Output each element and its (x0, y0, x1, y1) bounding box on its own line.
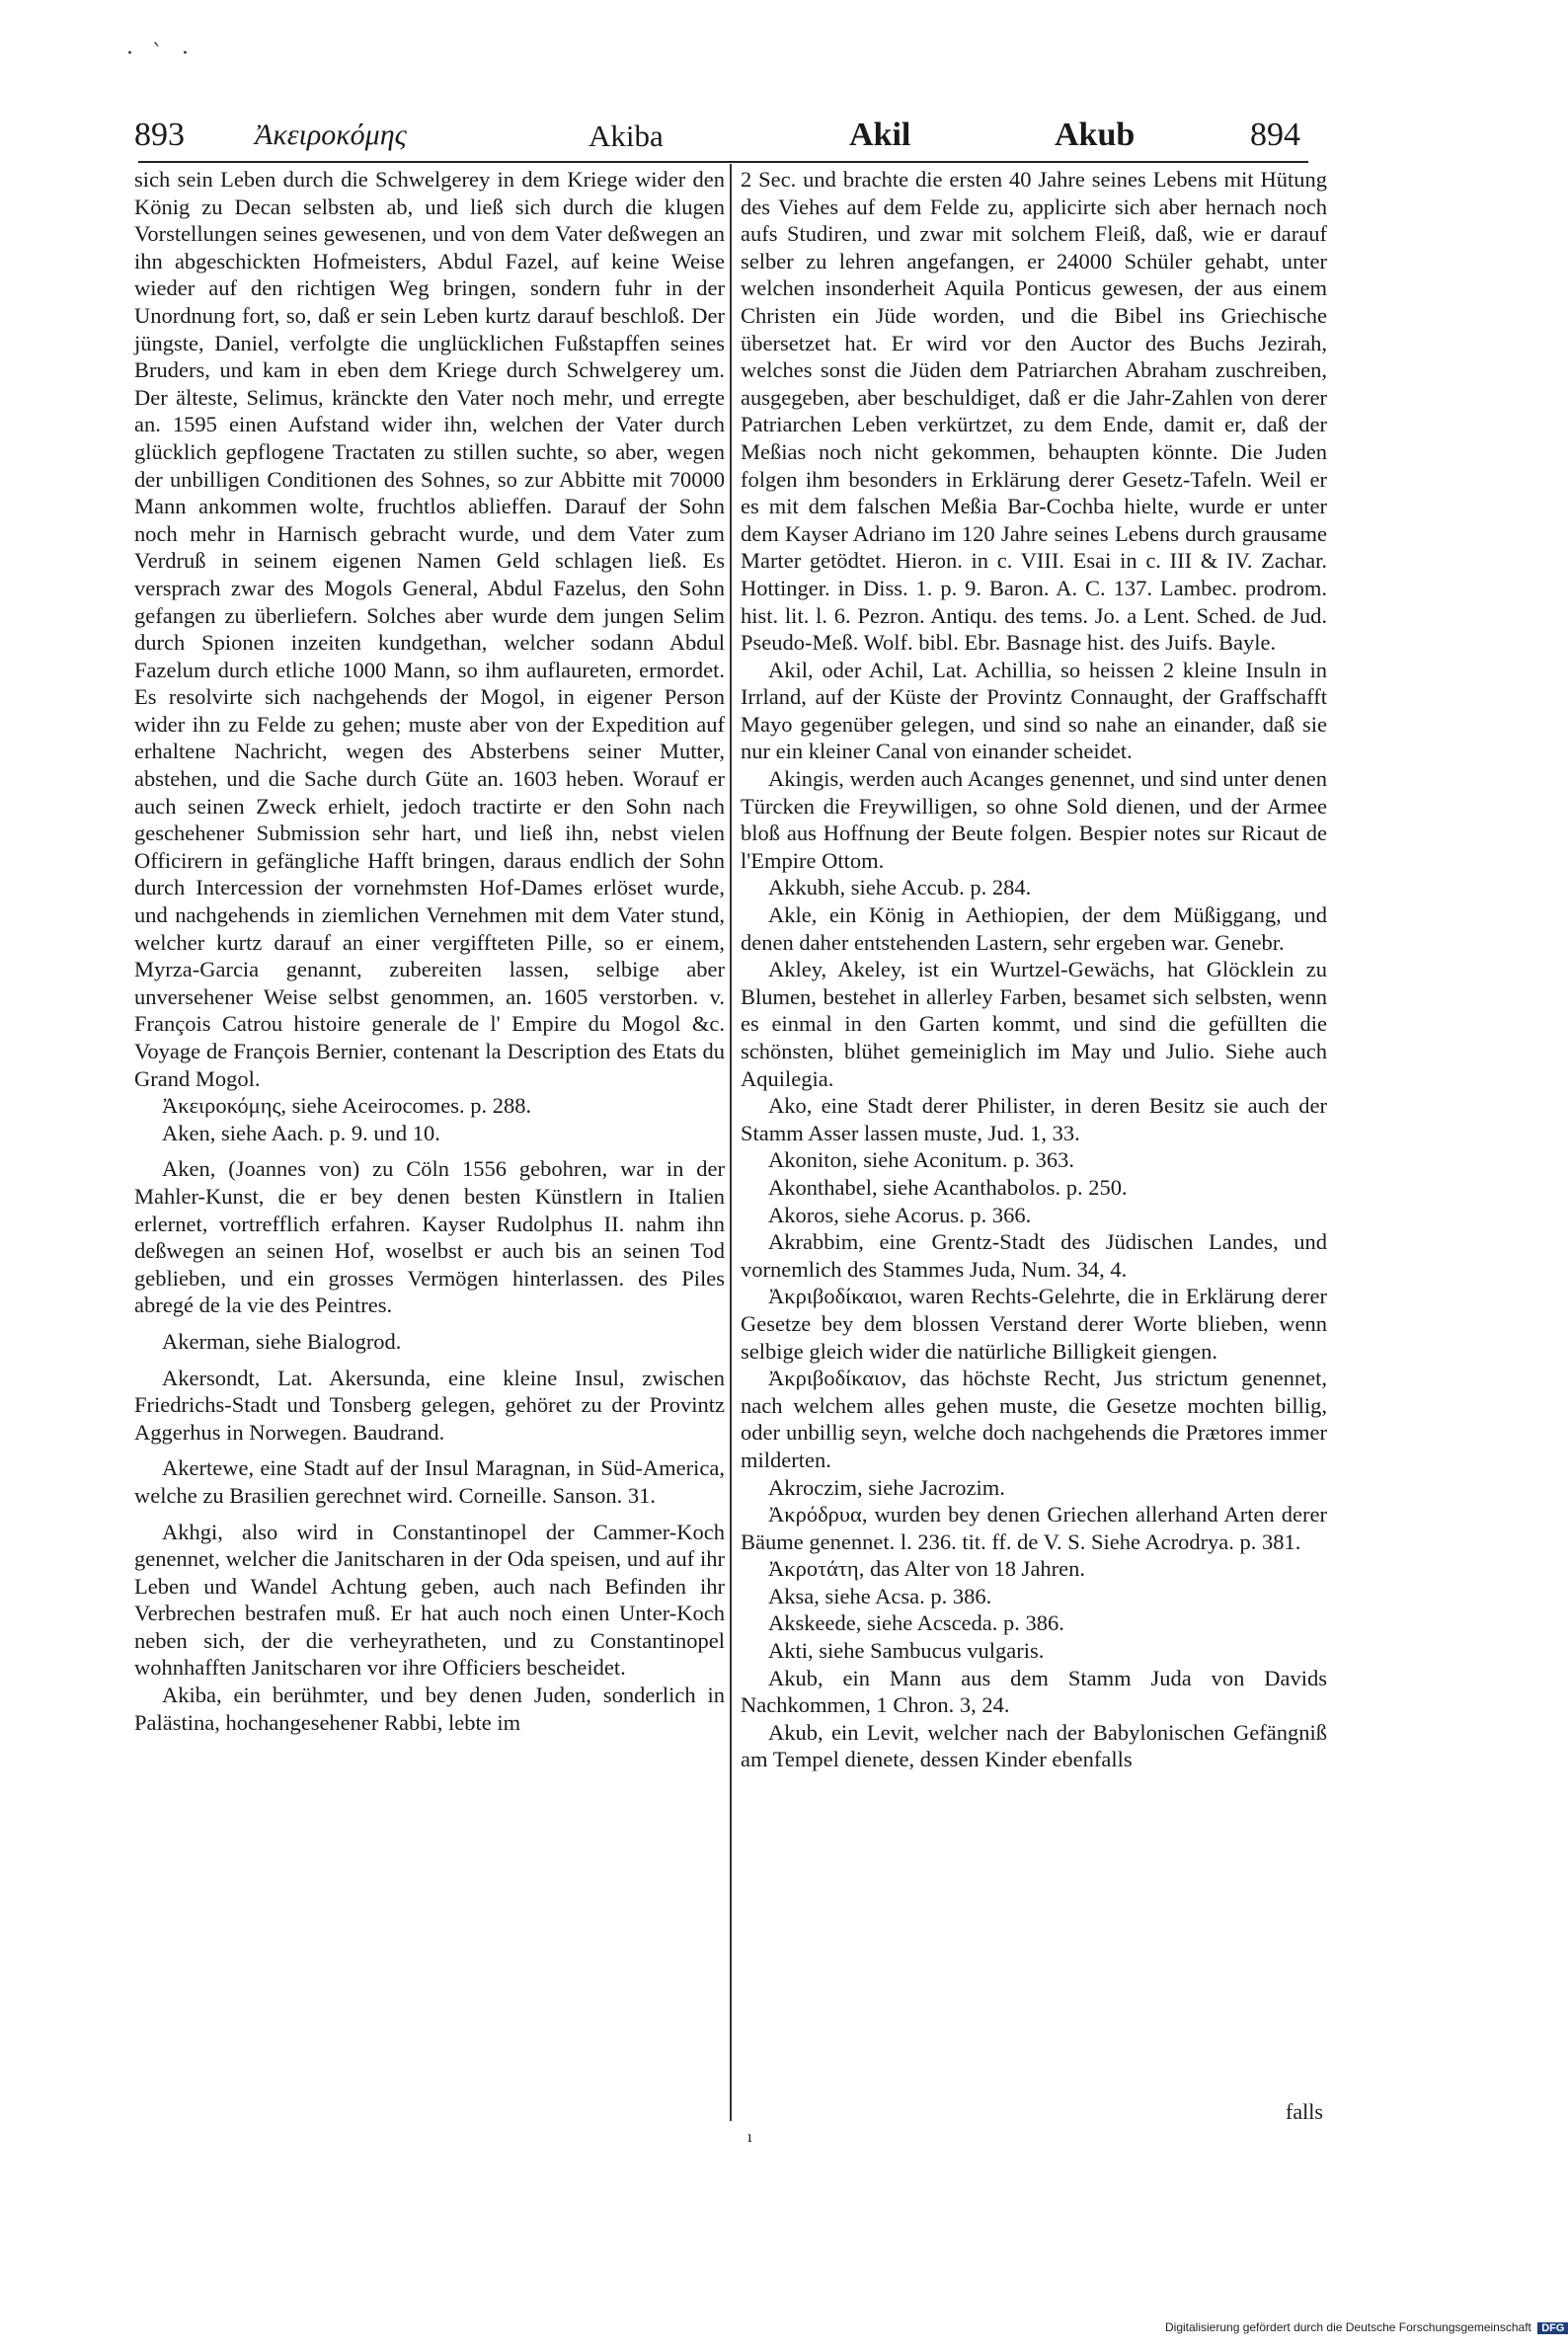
scan-marks: · ˋ · (126, 41, 195, 66)
right-column-entry: Akrabbim, eine Grentz-Stadt des Jüdischen Landes, und vornemlich des Stammes Juda, Num. 34, 4. (741, 1229, 1327, 1282)
right-column-entry: Akle, ein König in Aethiopien, der dem Müßiggang, und denen daher entstehenden Lastern, sehr ergeben war. Genebr. (741, 902, 1327, 955)
left-column-entry: sich sein Leben durch die Schwelgerey in dem Kriege wider den König zu Decan selbsten ab, und ließ sich durch die klugen Vorstellungen seines gewesenen, und von dem Vater deßwegen an ihn abgeschickten Hofmeisters, Abdul Fazel, auf keine Weise wieder auf den richtigen Weg bringen, sondern fuhr in der Unordnung fort, so, daß er sein Leben kurtz darauf beschloß. Der jüngste, Daniel, verfolgte die unglücklichen Fußstapffen seines Bruders, und kam in eben dem Kriege durch Schwelgerey um. Der älteste, Selimus, kränckte den Vater noch mehr, und erregte an. 1595 einen Aufstand wider ihn, welchen der Vater durch glücklich gepflogene Tractaten zu stillen suchte, so aber, wegen der unbilligen Conditionen des Sohnes, so zur Abbitte mit 70000 Mann ankommen wolte, fruchtlos ablieffen. Darauf der Sohn noch mehr in Harnisch gebracht wurde, und dem Vater zum Verdruß in seinem eigenen Namen Geld schlagen ließ. Es versprach zwar des Mogols General, Abdul Fazelus, den Sohn gefangen zu überliefern. Solches aber wurde dem jungen Selim durch Spionen inzeiten kundgethan, welcher sodann Abdul Fazelum durch etliche 1000 Mann, so ihm auflaureten, ermordet. Es resolvirte sich nachgehends der Mogol, in eigener Person wider ihn zu Felde zu gehen; muste aber von der Expedition auf erhaltene Nachricht, wegen des Absterbens seiner Mutter, abstehen, und die Sache durch Güte an. 1603 heben. Worauf er auch seinen Zweck erhielt, jedoch tractirte er den Sohn nach geschehener Submission sehr hart, und ließ ihn, nebst vielen Officirern in gefängliche Hafft bringen, daraus endlich der Sohn durch Intercession der vornehmsten Hof-Dames erlöset wurde, und nachgehends in ziemlichen Vernehmen mit dem Vater stund, welcher kurtz darauf an einer vergiffteten Pille, so er einem, Myrza-Garcia genannt, zubereiten lassen, selbige aber unversehener Weise selbst genommen, an. 1605 verstorben. v. François Catrou histoire generale de l' Empire du Mogol &c. Voyage de François Bernier, contenant la Description des Etats du Grand Mogol. (134, 167, 725, 1091)
dfg-logo: DFG (1537, 2322, 1568, 2334)
column-divider (730, 164, 732, 2121)
left-column-entry: Akersondt, Lat. Akersunda, eine kleine Insul, zwischen Friedrichs-Stadt und Tonsberg gelegen, gehöret zu der Provintz Aggerhus in Norwegen. Baudrand. (134, 1365, 725, 1445)
right-column-entry: Akley, Akeley, ist ein Wurtzel-Gewächs, hat Glöcklein zu Blumen, bestehet in allerley Farben, besamet sich selbsten, wenn es einmal in den Garten kommt, und sind die gefüllten die schönsten, blühet gemeiniglich im May und Julio. Siehe auch Aquilegia. (741, 957, 1327, 1091)
left-column-entry: Akerman, siehe Bialogrod. (162, 1328, 402, 1354)
bottom-mark: ı (747, 2130, 752, 2146)
page-number-right: 894 (1250, 117, 1300, 153)
header-word-middle: Akil (849, 117, 911, 153)
header-word-left: Akiba (588, 118, 664, 153)
entry-spacer (134, 1510, 725, 1519)
catchword: falls (1286, 2099, 1323, 2124)
entry-spacer (134, 1146, 725, 1155)
digitization-stamp (1165, 2320, 1568, 2334)
right-column-entry: Ako, eine Stadt derer Philister, in deren Besitz sie auch der Stamm Asser lassen muste, Jud. 1, 33. (741, 1093, 1327, 1145)
left-column-entry: Ἀκειροκόμης, siehe Aceirocomes. p. 288. (162, 1093, 532, 1119)
right-column-entry: Akingis, werden auch Acanges genennet, und sind unter denen Türcken die Freywilligen, so ohne Sold dienen, und der Armee bloß aus Hoffnung der Beute folgen. Bespier notes sur Ricaut de l'Empire Ottom. (741, 766, 1327, 873)
entry-spacer (134, 1356, 725, 1365)
right-column-entry: 2 Sec. und brachte die ersten 40 Jahre seines Lebens mit Hütung des Viehes auf dem Felde zu, applicirte sich aber hernach noch aufs Studiren, und zwar mit solchem Fleiß, daß, wie er darauf selber zu lehren angefangen, er 24000 Schüler gehabt, unter welchen insonderheit Aquila Ponticus gewesen, der aus einem Christen ein Jüde worden, und die Bibel ins Griechische übersetzet hat. Er wird vor den Auctor des Buchs Jezirah, welches sonst die Jüden dem Patriarchen Abraham zuschreiben, ausgegeben, aber beschuldiget, daß er die Jahr-Zahlen von derer Patriarchen Leben verkürtzet, zu dem Ende, damit er, daß der Meßias noch nicht gekommen, behaupten könnte. Die Juden folgen ihm besonders in Erklärung derer Gesetz-Tafeln. Weil er es mit dem falschen Meßia Bar-Cochba hielte, wurde er unter dem Kayser Adriano im 120 Jahre seines Lebens durch grausame Marter getödtet. Hieron. in c. VIII. Esai in c. III & IV. Zachar. Hottinger. in Diss. 1. p. 9. Baron. A. C. 137. Lambec. prodrom. hist. lit. l. 6. Pezron. Antiqu. des tems. Jo. a Lent. Sched. de Jud. Pseudo-Meß. Wolf. bibl. Ebr. Basnage hist. des Juifs. Bayle. (741, 167, 1327, 656)
header-rule (138, 161, 1308, 163)
right-column-entry: Akskeede, siehe Acsceda. p. 386. (768, 1610, 1064, 1636)
right-column-entry: Akroczim, siehe Jacrozim. (768, 1474, 1005, 1500)
right-column-entry: Akub, ein Levit, welcher nach der Babylonischen Gefängniß am Tempel dienete, dessen Kinder ebenfalls (741, 1719, 1327, 1772)
entry-spacer (134, 1319, 725, 1328)
right-column-entry: Akub, ein Mann aus dem Stamm Juda von Davids Nachkommen, 1 Chron. 3, 24. (741, 1665, 1327, 1718)
right-column-entry: Akonthabel, siehe Acanthabolos. p. 250. (768, 1174, 1128, 1200)
left-column (134, 166, 725, 1736)
right-column-entry: Ἀκρόδρυα, wurden bey denen Griechen allerhand Arten derer Bäume genennet. l. 236. tit. ff. de V. S. Siehe Acrodrya. p. 381. (741, 1502, 1327, 1554)
page-header (0, 117, 1481, 156)
right-column-entry: Ἀκριβοδίκαιον, das höchste Recht, Jus strictum genennet, nach welchem alles gehen muste, die Gesetze mochten billig, oder unbillig seyn, welche doch nachgehends die Prætores immer milderten. (741, 1366, 1327, 1472)
left-column-entry: Aken, (Joannes von) zu Cöln 1556 gebohren, war in der Mahler-Kunst, die er bey denen besten Künstlern in Italien erlernet, vortrefflich erfahren. Kayser Rudolphus II. nahm ihn deßwegen an seinen Hof, woselbst er auch bis an seinen Tod geblieben, und ein grosses Vermögen hinterlassen. des Piles abregé de la vie des Peintres. (134, 1156, 725, 1318)
right-column-entry: Akti, siehe Sambucus vulgaris. (768, 1638, 1045, 1664)
header-greek-word: Ἀκειροκόμης (255, 118, 407, 151)
right-column-entry: Akoniton, siehe Aconitum. p. 363. (768, 1147, 1074, 1173)
left-column-entry: Akiba, ein berühmter, und bey denen Juden, sonderlich in Palästina, hochangesehener Rabbi, lebte im (134, 1683, 725, 1735)
right-column-entry: Aksa, siehe Acsa. p. 386. (768, 1583, 992, 1608)
right-column (741, 166, 1327, 1773)
left-column-entry: Akhgi, also wird in Constantinopel der Cammer-Koch genennet, welcher die Janitscharen in der Oda speisen, und auf ihr Leben und Wandel Achtung geben, auch nach Befinden ihr Verbrechen bestrafen muß. Er hat auch noch einen Unter-Koch neben sich, der die verheyratheten, und zu Constantinopel wohnhafften Janitscharen vor ihre Officiers bescheidet. (134, 1519, 725, 1681)
page-number-left: 893 (134, 117, 185, 153)
header-word-right: Akub (1055, 117, 1136, 153)
right-column-entry: Akkubh, siehe Accub. p. 284. (768, 875, 1032, 901)
right-column-entry: Akoros, siehe Acorus. p. 366. (768, 1202, 1032, 1227)
stamp-text: Digitalisierung gefördert durch die Deutsche Forschungsgemeinschaft (1165, 2320, 1531, 2334)
left-column-entry: Aken, siehe Aach. p. 9. und 10. (162, 1120, 440, 1145)
right-column-entry: Ἀκροτάτη, das Alter von 18 Jahren. (768, 1556, 1086, 1582)
left-column-entry: Akertewe, eine Stadt auf der Insul Maragnan, in Süd-America, welche zu Brasilien gerechnet wird. Corneille. Sanson. 31. (134, 1455, 725, 1508)
entry-spacer (134, 1446, 725, 1454)
right-column-entry: Ἀκριβοδίκαιοι, waren Rechts-Gelehrte, die in Erklärung derer Gesetze bey dem blossen Verstand derer Worte blieben, wenn selbige gleich wider die natürliche Billigkeit giengen. (741, 1284, 1327, 1364)
right-column-entry: Akil, oder Achil, Lat. Achillia, so heissen 2 kleine Insuln in Irrland, auf der Küste der Provintz Connaught, der Graffschafft Mayo gegenüber gelegen, und sind so nahe an einander, daß sie nur ein kleiner Canal von einander scheidet. (741, 657, 1327, 764)
